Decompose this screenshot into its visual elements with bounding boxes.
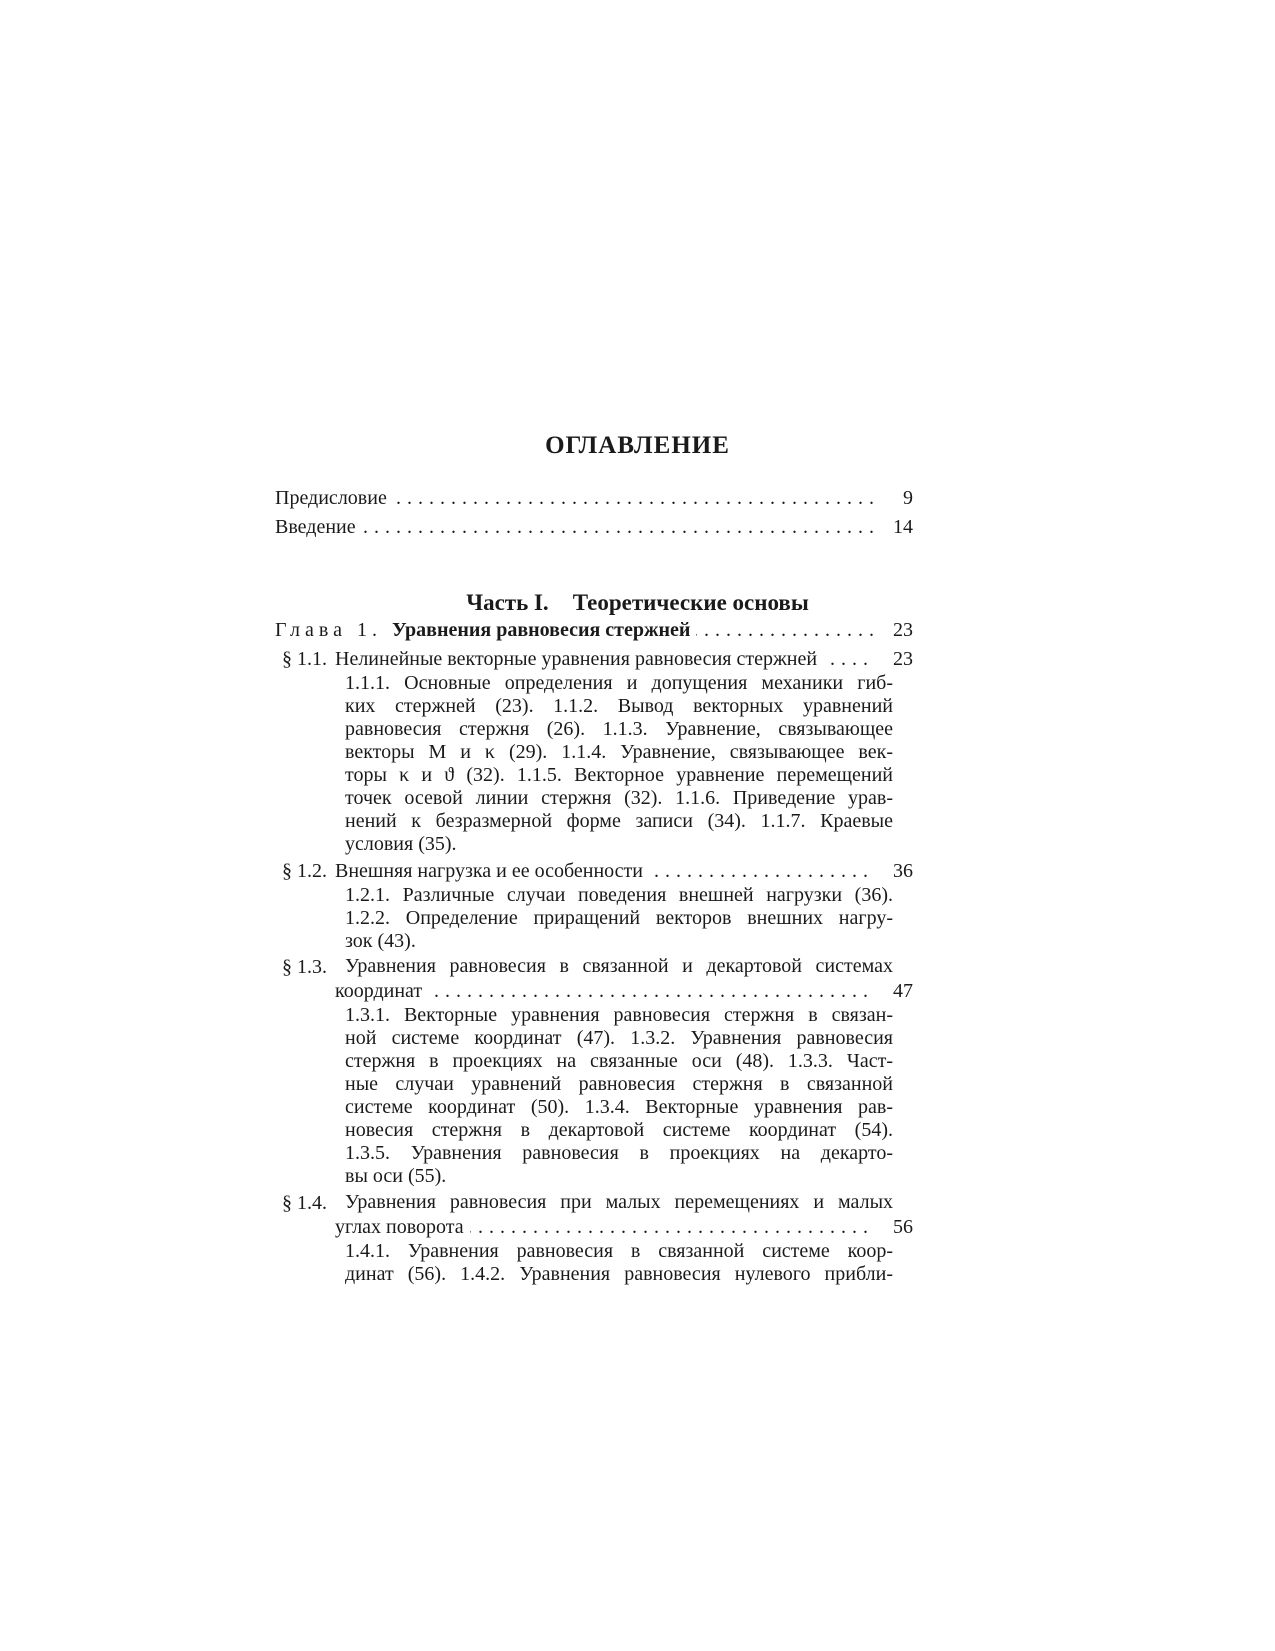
toc-entry-chapter-1[interactable] xyxy=(275,618,875,642)
subsection-line: вы оси (55). xyxy=(345,1165,447,1187)
subsection-line: 1.3.5. Уравнения равновесия в проекциях на декарто- xyxy=(345,1142,893,1164)
part-heading xyxy=(0,590,1275,616)
subsection-line: 1.4.1. Уравнения равновесия в связанной системе коор- xyxy=(345,1240,893,1262)
subsection-line: векторы M и κ (29). 1.1.4. Уравнение, связывающее век- xyxy=(345,741,893,763)
chapter-prefix: Глава 1. xyxy=(275,619,382,641)
section-number: § 1.4. xyxy=(282,1192,327,1214)
toc-page-number: 9 xyxy=(903,487,913,509)
toc-page-number: 36 xyxy=(893,860,913,882)
section-number: § 1.1. xyxy=(282,648,327,670)
subsection-line: 1.2.1. Различные случаи поведения внешней нагрузки (36). xyxy=(345,884,893,906)
subsection-line: динат (56). 1.4.2. Уравнения равновесия нулевого прибли- xyxy=(345,1263,893,1285)
subsection-line: системе координат (50). 1.3.4. Векторные уравнения рав- xyxy=(345,1096,893,1118)
section-number: § 1.2. xyxy=(282,860,327,882)
toc-page-number: 14 xyxy=(893,516,913,538)
subsection-line: новесия стержня в декартовой системе координат (54). xyxy=(345,1119,893,1141)
subsection-line: нений к безразмерной форме записи (34). 1.1.7. Краевые xyxy=(345,810,893,832)
subsection-line: 1.3.1. Векторные уравнения равновесия стержня в связан- xyxy=(345,1004,893,1026)
subsection-line: ные случаи уравнений равновесия стержня в связанной xyxy=(345,1073,893,1095)
section-title: Нелинейные векторные уравнения равновесия стержней xyxy=(335,648,823,670)
subsection-line: 1.1.1. Основные определения и допущения механики гиб- xyxy=(345,672,893,694)
toc-entry-label: Введение xyxy=(275,516,362,538)
section-title: Уравнения равновесия при малых перемещениях и малых xyxy=(345,1191,893,1213)
toc-entry-section-1-3[interactable] xyxy=(335,979,875,1003)
toc-page-number: 47 xyxy=(893,980,913,1002)
toc-entry-section-1-1[interactable] xyxy=(335,647,875,671)
subsection-line: точек осевой линии стержня (32). 1.1.6. Приведение урав- xyxy=(345,787,893,809)
toc-entry-section-1-4[interactable] xyxy=(335,1215,875,1239)
section-title-continued: углах поворота xyxy=(335,1216,470,1238)
part-name: Теоретические основы xyxy=(572,590,809,615)
part-number: Часть I. xyxy=(466,590,549,615)
subsection-line: стержня в проекциях на связанные оси (48). 1.3.3. Част- xyxy=(345,1050,893,1072)
toc-entry-preface[interactable] xyxy=(275,486,875,510)
section-title: Уравнения равновесия в связанной и декартовой системах xyxy=(345,955,893,977)
subsection-line: ной системе координат (47). 1.3.2. Уравнения равновесия xyxy=(345,1027,893,1049)
subsection-line: равновесия стержня (26). 1.1.3. Уравнение, связывающее xyxy=(345,718,893,740)
toc-entry-introduction[interactable] xyxy=(275,515,875,539)
toc-page-number: 23 xyxy=(893,619,913,641)
subsection-line: ких стержней (23). 1.1.2. Вывод векторных уравнений xyxy=(345,695,893,717)
toc-page-number: 23 xyxy=(893,648,913,670)
toc-entry-label: Предисловие xyxy=(275,487,393,509)
section-title-continued: координат xyxy=(335,980,428,1002)
subsection-line: зок (43). xyxy=(345,930,416,952)
subsection-line: 1.2.2. Определение приращений векторов внешних нагру- xyxy=(345,907,893,929)
toc-page-number: 56 xyxy=(893,1216,913,1238)
subsection-line: условия (35). xyxy=(345,833,457,855)
chapter-title: Уравнения равновесия стержней xyxy=(391,619,691,641)
toc-entry-section-1-2[interactable] xyxy=(335,859,875,883)
page-title: ОГЛАВЛЕНИЕ xyxy=(545,432,730,459)
section-title: Внешняя нагрузка и ее особенности xyxy=(335,860,649,882)
subsection-line: торы κ и ϑ (32). 1.1.5. Векторное уравнение перемещений xyxy=(345,764,893,786)
section-number: § 1.3. xyxy=(282,956,327,978)
